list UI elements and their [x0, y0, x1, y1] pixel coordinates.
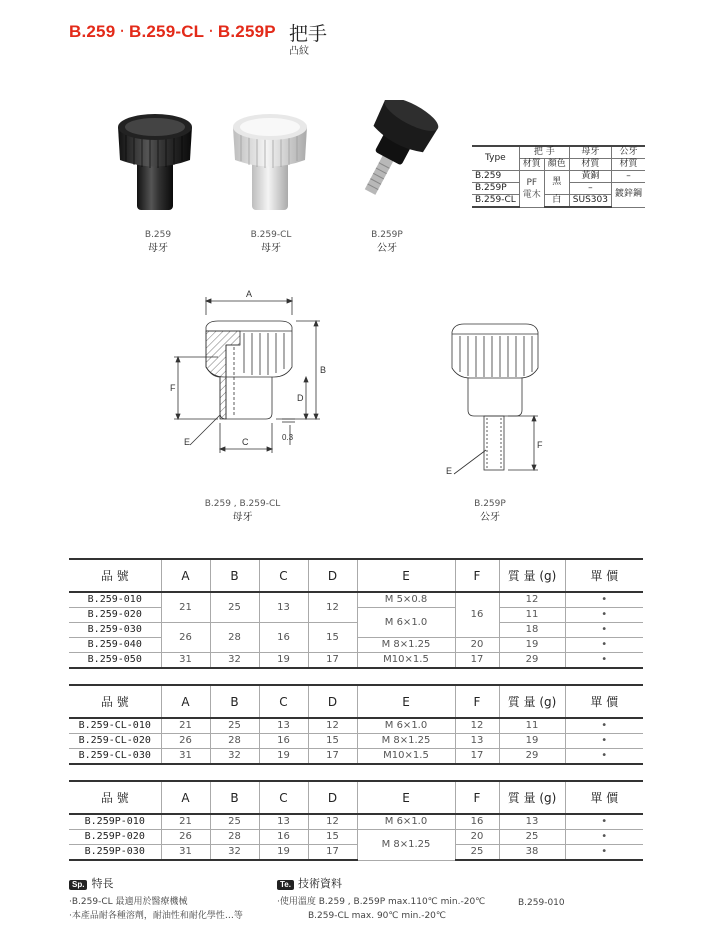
cell-e: M10×1.5	[357, 653, 455, 669]
cell-a: 21	[161, 814, 210, 830]
dim-label-f: F	[537, 440, 543, 450]
cell-d: 17	[308, 749, 357, 765]
dimension-table-b259p	[69, 780, 643, 861]
col-header-a: A	[161, 781, 210, 814]
cell-b: 25	[210, 592, 259, 623]
type-header: Type	[472, 146, 519, 171]
cell-price: •	[565, 592, 643, 608]
col-header-price: 單 價	[565, 685, 643, 718]
photo-caption-b259-cl	[238, 229, 304, 255]
cell-d: 15	[308, 734, 357, 749]
photo-type: 母牙	[148, 243, 168, 254]
dim-label-thickness: 0.3	[282, 433, 294, 442]
feature-item: ‧本產品耐各種溶劑，耐油性和耐化學性…等	[69, 911, 243, 921]
col-header-f: F	[455, 559, 499, 592]
tech-section	[277, 877, 485, 923]
tech-line: B.259-CL max. 90℃ min.-20℃	[308, 911, 447, 921]
brass-cell: 黃銅	[569, 171, 611, 183]
dim-label-e: E	[184, 437, 191, 447]
tech-badge: Te.	[277, 880, 294, 890]
table-row	[69, 734, 643, 749]
spec-row-type: B.259	[472, 171, 519, 183]
cell-a: 26	[161, 734, 210, 749]
drawing-code: B.259 , B.259-CL	[204, 499, 281, 509]
page-title: 把手	[289, 23, 328, 45]
col-header-part-no: 品 號	[69, 685, 161, 718]
cell-weight: 29	[499, 653, 565, 669]
cell-part-no: B.259P-020	[69, 830, 161, 845]
photo-type: 公牙	[377, 243, 397, 254]
cell-d: 15	[308, 623, 357, 653]
cell-c: 19	[259, 749, 308, 765]
dash-cell: –	[569, 183, 611, 195]
col-header-weight: 質 量 (g)	[499, 781, 565, 814]
table-header-row	[69, 685, 643, 718]
cell-price: •	[565, 830, 643, 845]
col-header-price: 單 價	[565, 559, 643, 592]
zinc-steel-cell: 鍍鋅鋼	[612, 183, 646, 208]
col-header-b: B	[210, 685, 259, 718]
cell-c: 13	[259, 592, 308, 623]
drawing-caption-male	[460, 498, 520, 524]
cell-part-no: B.259-050	[69, 653, 161, 669]
product-codes	[69, 22, 276, 42]
dim-label-e: E	[446, 466, 453, 476]
material-header: 材質	[519, 159, 544, 171]
dim-label-b: B	[320, 365, 327, 375]
dash-cell: –	[612, 171, 646, 183]
knob-white-photo	[225, 105, 315, 215]
cell-d: 12	[308, 718, 357, 734]
table-row	[69, 653, 643, 669]
cell-d: 17	[308, 653, 357, 669]
material-header: 材質	[612, 159, 646, 171]
cell-a: 26	[161, 830, 210, 845]
cell-part-no: B.259-020	[69, 608, 161, 623]
cell-a: 31	[161, 845, 210, 861]
col-header-part-no: 品 號	[69, 781, 161, 814]
col-header-f: F	[455, 781, 499, 814]
col-header-c: C	[259, 559, 308, 592]
col-header-c: C	[259, 781, 308, 814]
cell-d: 12	[308, 592, 357, 623]
sus-cell: SUS303	[569, 195, 611, 208]
col-header-e: E	[357, 781, 455, 814]
cell-f: 12	[455, 718, 499, 734]
table-row	[69, 814, 643, 830]
drawing-type: 母牙	[232, 512, 253, 523]
code-separator: ‧	[208, 22, 214, 41]
cell-a: 21	[161, 592, 210, 623]
cell-price: •	[565, 734, 643, 749]
cell-price: •	[565, 638, 643, 653]
knob-black-photo	[110, 105, 200, 215]
cell-f: 13	[455, 734, 499, 749]
cell-weight: 19	[499, 638, 565, 653]
knob-stud-photo	[340, 100, 445, 215]
code-b259p: B.259P	[217, 22, 276, 41]
cell-f: 25	[455, 845, 499, 861]
table-row	[69, 623, 643, 638]
cell-d: 12	[308, 814, 357, 830]
col-header-a: A	[161, 685, 210, 718]
cell-d: 15	[308, 830, 357, 845]
male-thread-header: 公牙	[612, 146, 646, 159]
cell-price: •	[565, 749, 643, 765]
col-header-f: F	[455, 685, 499, 718]
color-white-cell: 白	[544, 195, 569, 208]
spec-row-type: B.259P	[472, 183, 519, 195]
features-section	[69, 877, 243, 923]
cell-e: M 8×1.25	[357, 638, 455, 653]
table-row	[69, 749, 643, 765]
cell-a: 21	[161, 718, 210, 734]
table-row	[69, 592, 643, 608]
col-header-a: A	[161, 559, 210, 592]
cell-b: 28	[210, 830, 259, 845]
cell-f: 16	[455, 592, 499, 638]
photo-code: B.259P	[371, 230, 403, 240]
table-row	[69, 830, 643, 845]
cell-price: •	[565, 608, 643, 623]
cell-c: 13	[259, 718, 308, 734]
cell-weight: 25	[499, 830, 565, 845]
cell-part-no: B.259P-030	[69, 845, 161, 861]
drawing-code: B.259P	[474, 499, 506, 509]
cell-e: M 8×1.25	[357, 734, 455, 749]
cell-part-no: B.259-CL-010	[69, 718, 161, 734]
cell-part-no: B.259P-010	[69, 814, 161, 830]
cell-weight: 13	[499, 814, 565, 830]
cell-f: 17	[455, 653, 499, 669]
knob-header: 把 手	[519, 146, 569, 159]
cell-weight: 11	[499, 718, 565, 734]
cell-f: 20	[455, 830, 499, 845]
cell-e: M 8×1.25	[357, 830, 455, 861]
dimension-table-b259-cl	[69, 684, 643, 765]
photo-reference: B.259-010	[518, 898, 565, 908]
photo-code: B.259-CL	[250, 230, 292, 240]
features-title: 特長	[91, 877, 114, 890]
col-header-e: E	[357, 685, 455, 718]
cell-part-no: B.259-010	[69, 592, 161, 608]
page-subtitle: 凸紋	[289, 46, 309, 57]
female-thread-header: 母牙	[569, 146, 611, 159]
tech-line: ‧使用溫度 B.259 , B.259P max.110℃ min.-20℃	[277, 897, 486, 907]
col-header-d: D	[308, 781, 357, 814]
col-header-d: D	[308, 559, 357, 592]
col-header-e: E	[357, 559, 455, 592]
material-header: 材質	[569, 159, 611, 171]
cell-f: 16	[455, 814, 499, 830]
code-b259: B.259	[69, 22, 116, 41]
col-header-b: B	[210, 559, 259, 592]
cell-b: 25	[210, 718, 259, 734]
cell-price: •	[565, 653, 643, 669]
cell-b: 32	[210, 845, 259, 861]
cell-d: 17	[308, 845, 357, 861]
code-b259-cl: B.259-CL	[128, 22, 205, 41]
dim-label-d: D	[297, 393, 304, 403]
cell-a: 26	[161, 623, 210, 653]
cell-b: 28	[210, 734, 259, 749]
cell-f: 20	[455, 638, 499, 653]
cell-c: 13	[259, 814, 308, 830]
cell-price: •	[565, 718, 643, 734]
photo-caption-b259	[130, 229, 186, 255]
drawing-type: 公牙	[480, 512, 500, 523]
section-drawing	[170, 285, 340, 460]
cell-weight: 38	[499, 845, 565, 861]
tech-title: 技術資料	[297, 877, 342, 890]
col-header-weight: 質 量 (g)	[499, 559, 565, 592]
cell-part-no: B.259-CL-020	[69, 734, 161, 749]
col-header-c: C	[259, 685, 308, 718]
cell-a: 31	[161, 749, 210, 765]
cell-b: 25	[210, 814, 259, 830]
photo-code: B.259	[144, 230, 172, 240]
color-black-cell: 黑	[544, 171, 569, 195]
cell-weight: 11	[499, 608, 565, 623]
dim-label-f: F	[170, 383, 176, 393]
col-header-price: 單 價	[565, 781, 643, 814]
cell-part-no: B.259-040	[69, 638, 161, 653]
cell-weight: 12	[499, 592, 565, 608]
features-badge: Sp.	[69, 880, 87, 890]
dim-label-a: A	[246, 289, 253, 299]
cell-weight: 29	[499, 749, 565, 765]
table-header-row	[69, 559, 643, 592]
table-row	[69, 845, 643, 861]
dim-label-c: C	[242, 437, 249, 447]
cell-e: M 6×1.0	[357, 718, 455, 734]
cell-b: 32	[210, 749, 259, 765]
col-header-b: B	[210, 781, 259, 814]
material-spec-table	[472, 145, 645, 208]
cell-price: •	[565, 623, 643, 638]
spec-row-type: B.259-CL	[472, 195, 519, 208]
cell-c: 16	[259, 623, 308, 653]
cell-c: 16	[259, 734, 308, 749]
drawing-caption-female	[195, 498, 290, 524]
cell-e: M 6×1.0	[357, 608, 455, 638]
col-header-d: D	[308, 685, 357, 718]
photo-type: 母牙	[261, 243, 281, 254]
col-header-weight: 質 量 (g)	[499, 685, 565, 718]
cell-price: •	[565, 845, 643, 861]
cell-c: 19	[259, 653, 308, 669]
cell-e: M 5×0.8	[357, 592, 455, 608]
cell-f: 17	[455, 749, 499, 765]
cell-b: 32	[210, 653, 259, 669]
knob-material-cell: PF 電木	[519, 171, 544, 208]
cell-part-no: B.259-030	[69, 623, 161, 638]
cell-part-no: B.259-CL-030	[69, 749, 161, 765]
feature-item: ‧B.259-CL 最適用於醫療機械	[69, 897, 188, 907]
cell-e: M10×1.5	[357, 749, 455, 765]
photo-caption-b259p	[359, 229, 415, 255]
table-row	[69, 718, 643, 734]
cell-weight: 19	[499, 734, 565, 749]
table-header-row	[69, 781, 643, 814]
dimension-table-b259	[69, 558, 643, 669]
col-header-part-no: 品 號	[69, 559, 161, 592]
color-header: 顏色	[544, 159, 569, 171]
cell-price: •	[565, 814, 643, 830]
cell-a: 31	[161, 653, 210, 669]
cell-c: 19	[259, 845, 308, 861]
stud-drawing	[440, 318, 550, 488]
cell-b: 28	[210, 623, 259, 653]
cell-weight: 18	[499, 623, 565, 638]
cell-e: M 6×1.0	[357, 814, 455, 830]
cell-c: 16	[259, 830, 308, 845]
code-separator: ‧	[119, 22, 125, 41]
